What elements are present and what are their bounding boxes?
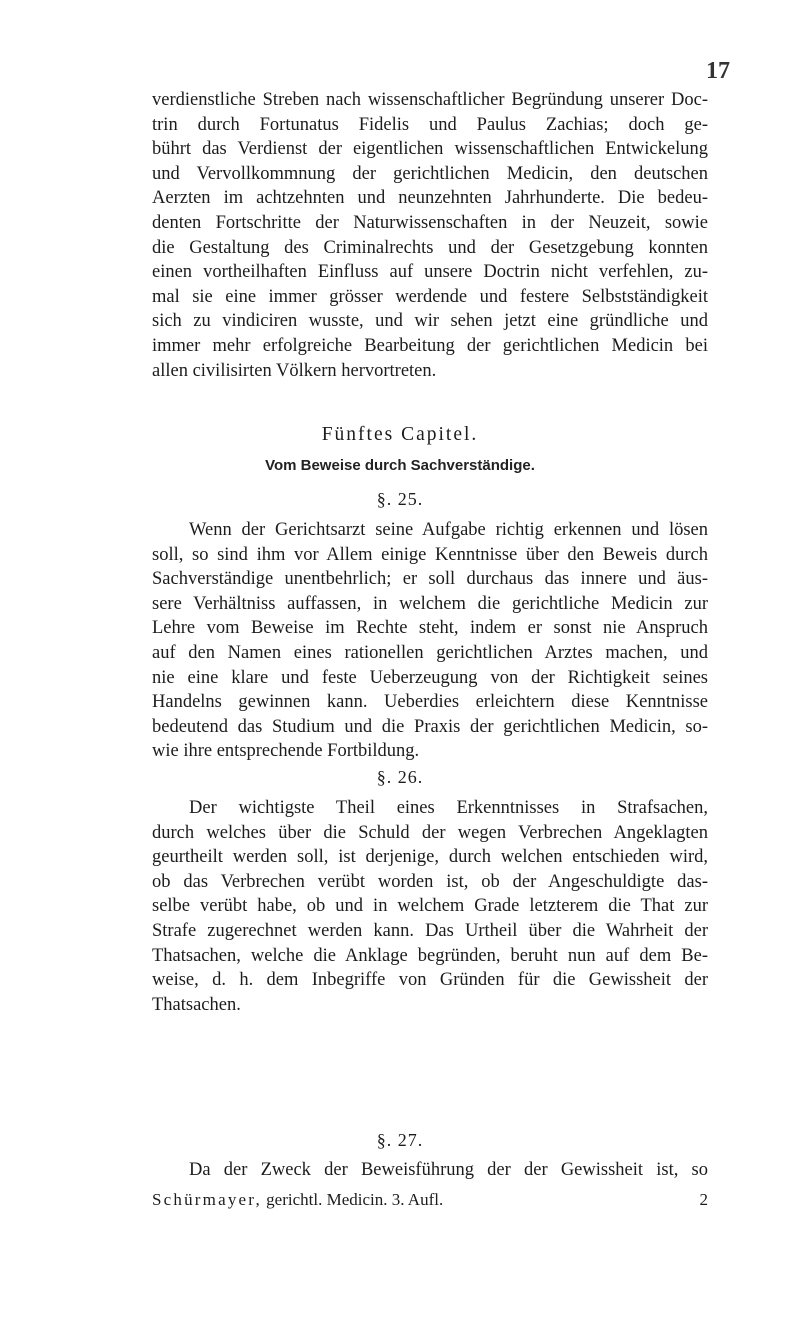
text-line: bührt das Verdienst der eigentlichen wissenschaftlichen Entwickelung bbox=[152, 139, 708, 160]
footer-title: gerichtl. Medicin. 3. Aufl. bbox=[266, 1190, 444, 1209]
footer-citation bbox=[152, 1190, 443, 1210]
text-line: durch welches über die Schuld der wegen Verbrechen Angeklagten bbox=[152, 822, 708, 843]
paragraph-4 bbox=[152, 1158, 708, 1183]
text-line: allen civilisirten Völkern hervortreten. bbox=[152, 360, 437, 381]
text-line: Der wichtigste Theil eines Erkenntnisses in Strafsachen, bbox=[189, 798, 708, 818]
section-heading-27: §. 27. bbox=[376, 1130, 424, 1150]
text-line: auf den Namen eines rationellen gerichtlichen Arztes machen, und bbox=[152, 642, 708, 663]
text-line: wie ihre entsprechende Fortbildung. bbox=[152, 741, 420, 762]
footer-author: Schürmayer, bbox=[152, 1190, 262, 1209]
chapter-title: Fünftes Capitel. bbox=[321, 424, 479, 445]
text-line: soll, so sind ihm vor Allem einige Kenntnisse über den Beweis durch bbox=[152, 544, 708, 565]
text-line: selbe verübt habe, ob und in welchem Grade letzterem die That zur bbox=[152, 896, 708, 917]
text-line: weise, d. h. dem Inbegriffe von Gründen für die Gewissheit der bbox=[152, 970, 708, 991]
text-line: einen vortheilhaften Einfluss auf unsere Doctrin nicht verfehlen, zu- bbox=[152, 262, 708, 283]
text-line: Wenn der Gerichtsarzt seine Aufgabe richtig erkennen und lösen bbox=[189, 520, 708, 540]
text-line: die Gestaltung des Criminalrechts und der Gesetzgebung konnten bbox=[152, 237, 708, 258]
text-line: Lehre vom Beweise im Rechte steht, indem er sonst nie Anspruch bbox=[152, 618, 708, 639]
text-line: geurtheilt werden soll, ist derjenige, durch welchen entschieden wird, bbox=[152, 847, 708, 868]
text-line: Thatsachen, welche die Anklage begründen, beruht nun auf dem Be- bbox=[152, 945, 708, 966]
section-heading-26: §. 26. bbox=[376, 767, 424, 787]
text-line: Da der Zweck der Beweisführung der der Gewissheit ist, so bbox=[189, 1160, 708, 1180]
section-heading-25: §. 25. bbox=[376, 489, 424, 509]
text-line: nie eine klare und feste Ueberzeugung von der Richtigkeit seines bbox=[152, 667, 708, 688]
text-line: Handelns gewinnen kann. Ueberdies erleichtern diese Kenntnisse bbox=[152, 692, 708, 713]
text-line: Strafe zugerechnet werden kann. Das Urtheil über die Wahrheit der bbox=[152, 920, 708, 941]
text-line: Thatsachen. bbox=[152, 994, 241, 1015]
text-line: und Vervollkommnung der gerichtlichen Medicin, den deutschen bbox=[152, 163, 708, 184]
paragraph-2 bbox=[152, 518, 708, 764]
page-number: 17 bbox=[706, 58, 730, 84]
text-line: sich zu vindiciren wusste, und wir sehen jetzt eine gründliche und bbox=[152, 311, 708, 332]
text-line: bedeutend das Studium und die Praxis der gerichtlichen Medicin, so- bbox=[152, 716, 708, 737]
text-line: immer mehr erfolgreiche Bearbeitung der gerichtlichen Medicin bei bbox=[152, 335, 708, 356]
chapter-subtitle: Vom Beweise durch Sachverständige. bbox=[265, 457, 535, 474]
text-line: sere Verhältniss auffassen, in welchem die gerichtliche Medicin zur bbox=[152, 593, 708, 614]
page-footer bbox=[152, 1190, 708, 1210]
text-line: Sachverständige unentbehrlich; er soll durchaus das innere und äus- bbox=[152, 569, 708, 590]
text-line: verdienstliche Streben nach wissenschaftlicher Begründung unserer Doc- bbox=[152, 90, 708, 110]
paragraph-3 bbox=[152, 796, 708, 1017]
text-line: ob das Verbrechen verübt worden ist, ob der Angeschuldigte das- bbox=[152, 871, 708, 892]
text-line: mal sie eine immer grösser werdende und festere Selbstständigkeit bbox=[152, 286, 708, 307]
text-line: Aerzten im achtzehnten und neunzehnten Jahrhunderte. Die bedeu- bbox=[152, 188, 708, 209]
footer-signature: 2 bbox=[699, 1190, 708, 1209]
text-line: denten Fortschritte der Naturwissenschaften in der Neuzeit, sowie bbox=[152, 212, 708, 233]
text-line: trin durch Fortunatus Fidelis und Paulus Zachias; doch ge- bbox=[152, 114, 708, 135]
paragraph-1 bbox=[152, 88, 708, 383]
